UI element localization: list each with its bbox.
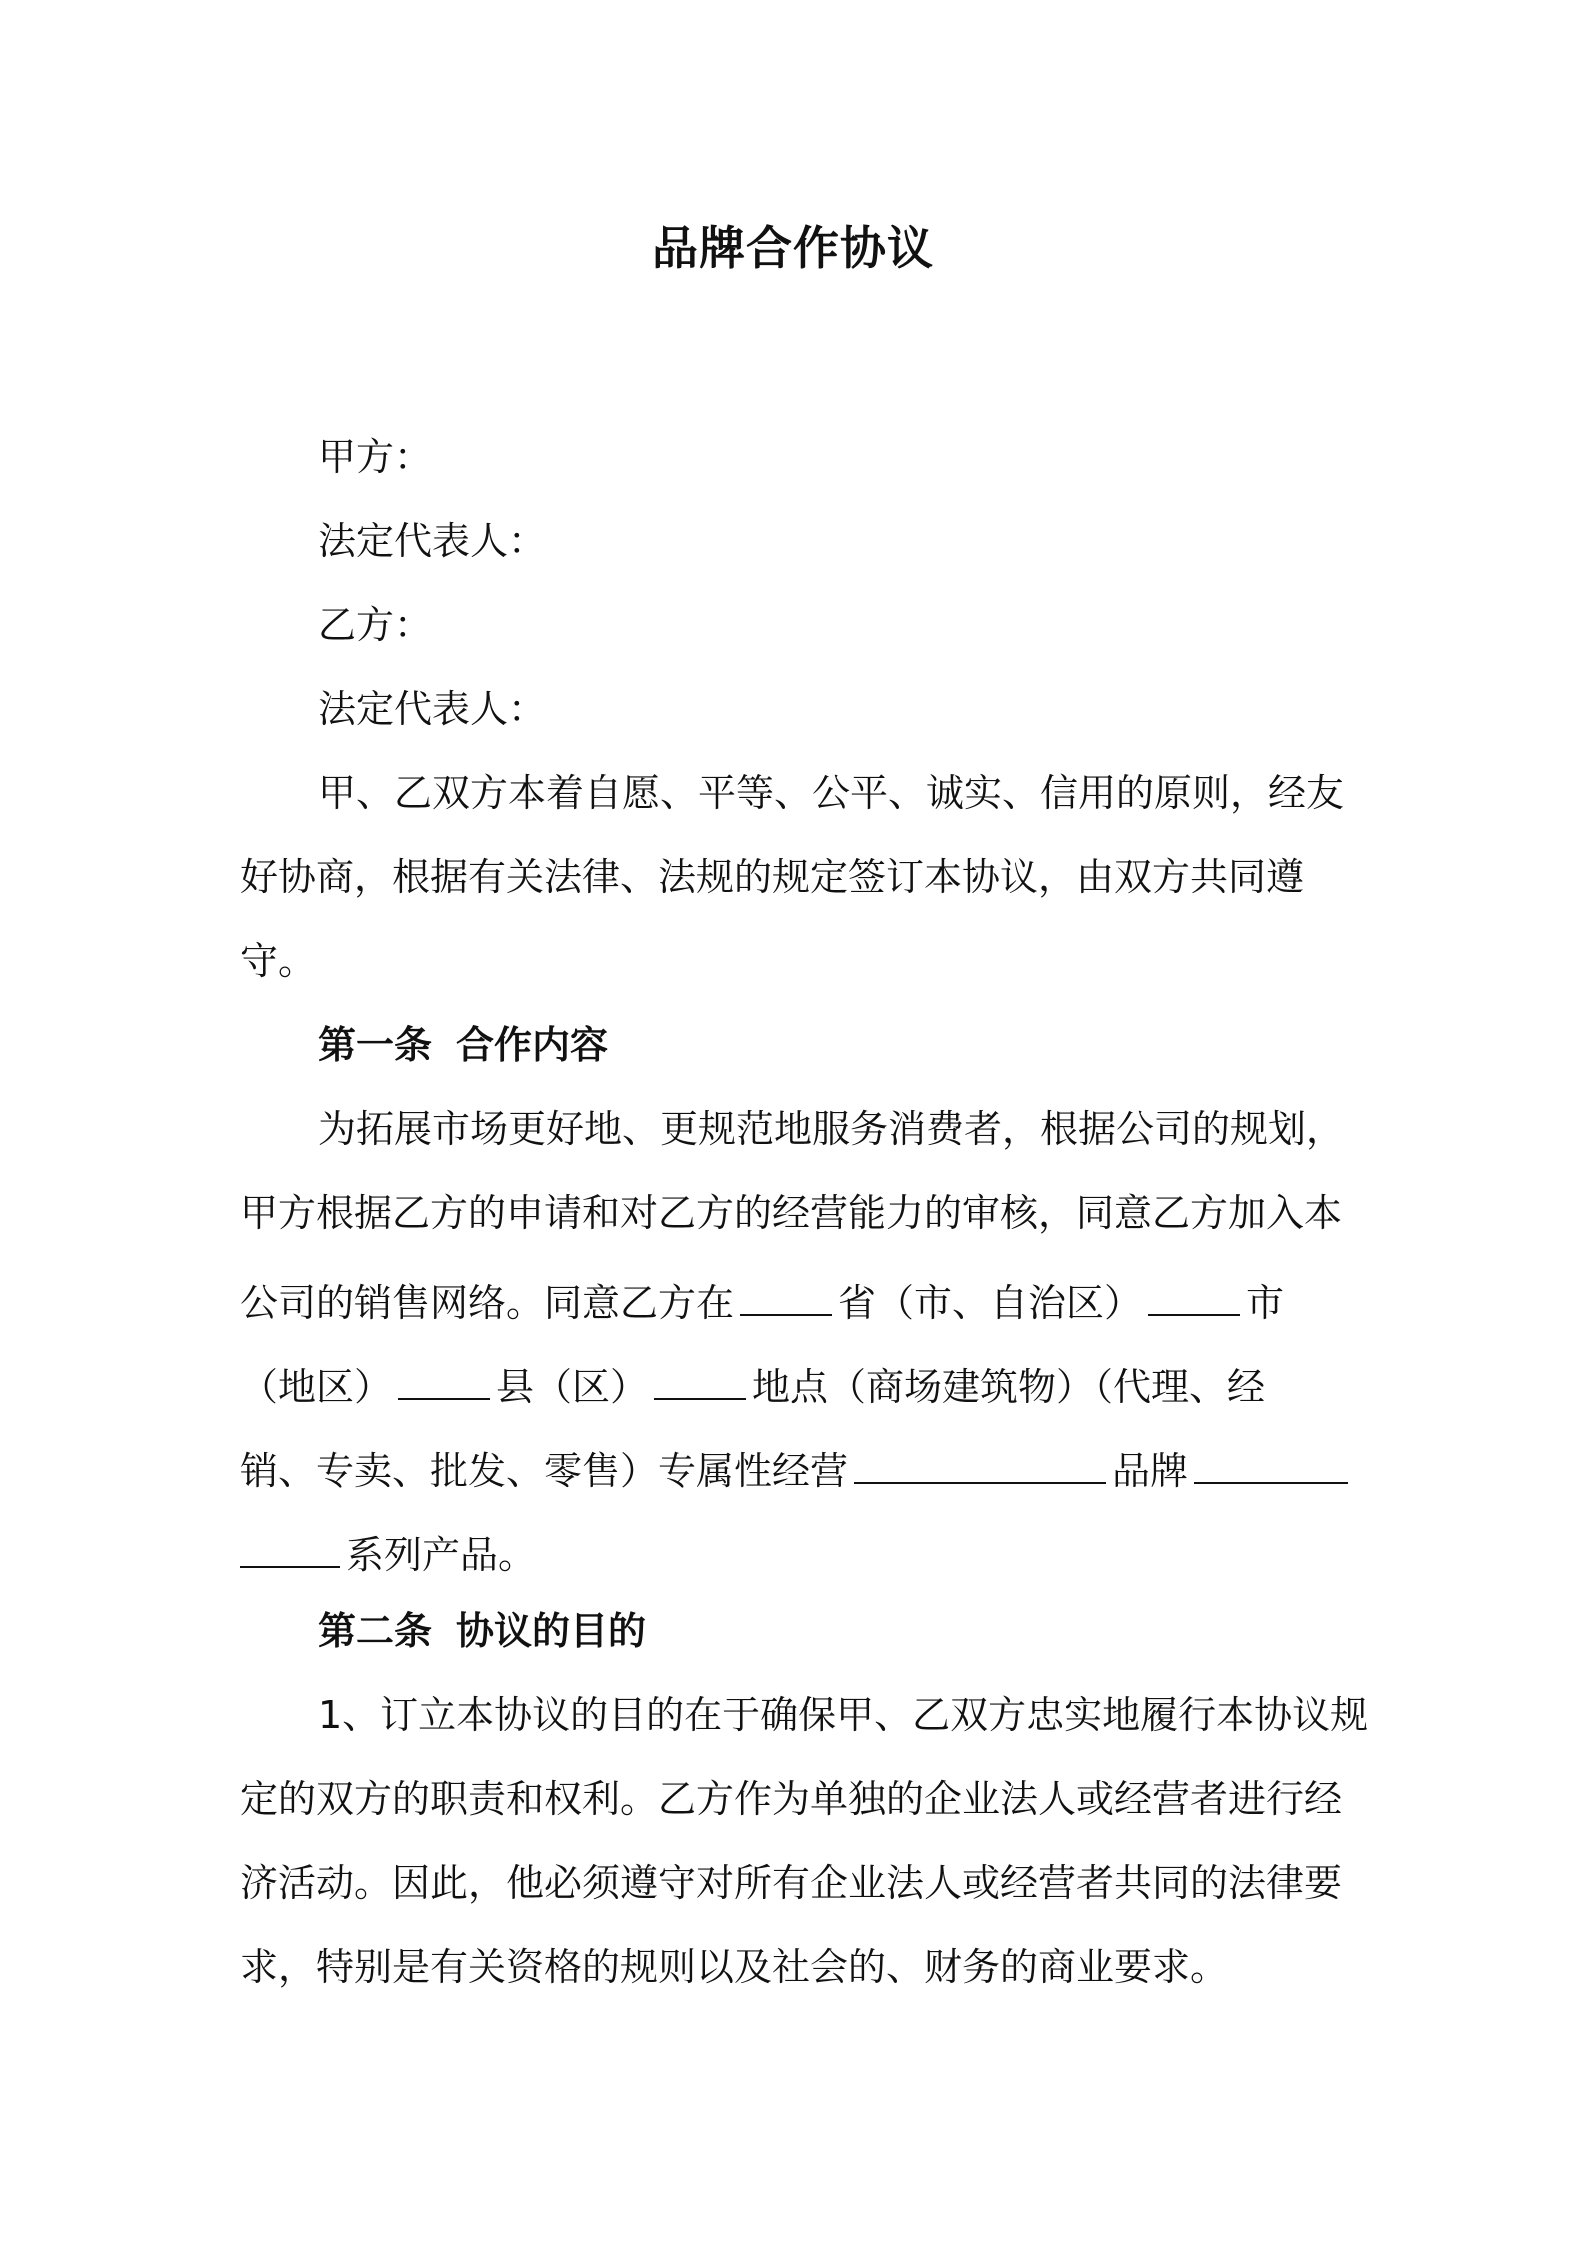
text-segment: 地点（商场建筑物）（代理、经: [752, 1365, 1266, 1409]
text-segment: 销、专卖、批发、零售）专属性经营: [240, 1449, 849, 1493]
article-2-title: 协议的目的: [456, 1609, 647, 1653]
party-b-label: 乙方：: [318, 603, 433, 647]
party-a-label: 甲方：: [318, 435, 433, 479]
brand-blank[interactable]: [854, 1442, 1106, 1484]
county-blank[interactable]: [398, 1358, 490, 1400]
article-1-line: [240, 1274, 1284, 1328]
province-blank[interactable]: [740, 1274, 832, 1316]
article-2-line: 1、订立本协议的目的在于确保甲、乙双方忠实地履行本协议规: [318, 1693, 1369, 1737]
article-1-number: 第一条: [318, 1023, 433, 1067]
location-blank[interactable]: [654, 1358, 746, 1400]
preamble-line: 好协商，根据有关法律、法规的规定签订本协议，由双方共同遵: [240, 855, 1305, 899]
party-b-rep-label: 法定代表人：: [318, 687, 547, 731]
text-segment: 品牌: [1112, 1449, 1189, 1493]
article-1-line: [240, 1358, 1265, 1412]
article-2-number: 第二条: [318, 1609, 433, 1653]
article-2-line: 济活动。因此，他必须遵守对所有企业法人或经营者共同的法律要: [240, 1861, 1343, 1905]
text-segment: 省（市、自治区）: [838, 1281, 1143, 1325]
text-segment: 公司的销售网络。同意乙方在: [240, 1281, 735, 1325]
article-1-heading: [318, 1020, 608, 1070]
article-2-heading: [318, 1606, 646, 1656]
article-2-line: 定的双方的职责和权利。乙方作为单独的企业法人或经营者进行经: [240, 1777, 1343, 1821]
document-title: 品牌合作协议: [652, 221, 934, 275]
article-1-line: 为拓展市场更好地、更规范地服务消费者，根据公司的规划，: [318, 1107, 1345, 1151]
text-segment: （地区）: [240, 1365, 393, 1409]
article-2-line: 求，特别是有关资格的规则以及社会的、财务的商业要求。: [240, 1945, 1229, 1989]
series-blank[interactable]: [1194, 1442, 1348, 1484]
article-1-line: 甲方根据乙方的申请和对乙方的经营能力的审核，同意乙方加入本: [240, 1191, 1343, 1235]
text-segment: 市: [1246, 1281, 1285, 1325]
article-1-line: [240, 1442, 1354, 1496]
party-a-rep-label: 法定代表人：: [318, 519, 547, 563]
preamble-line: 甲、乙双方本着自愿、平等、公平、诚实、信用的原则，经友: [318, 771, 1345, 815]
series-blank-continued[interactable]: [240, 1526, 340, 1568]
text-segment: 系列产品。: [346, 1533, 537, 1577]
article-1-line: [234, 1526, 536, 1580]
article-1-title: 合作内容: [456, 1023, 609, 1067]
text-segment: 县（区）: [496, 1365, 649, 1409]
city-blank[interactable]: [1148, 1274, 1240, 1316]
preamble-line: 守。: [240, 939, 317, 983]
